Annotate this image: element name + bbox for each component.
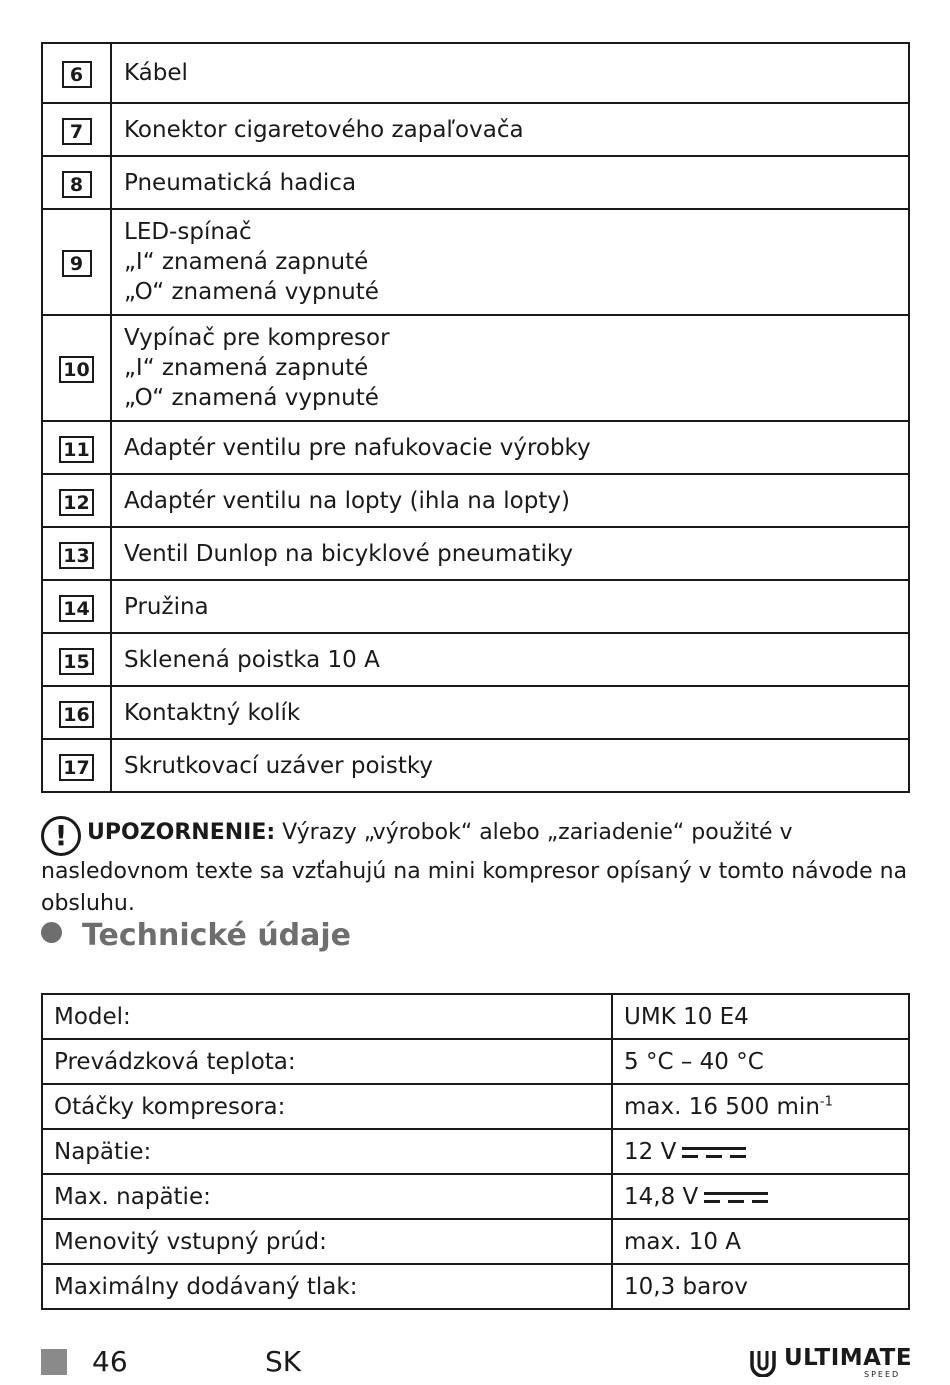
spec-value-cell [612,1084,909,1129]
brand-logo [748,1345,912,1381]
part-description-cell [111,739,909,792]
part-number-badge: 9 [62,250,92,277]
part-description-cell [111,474,909,527]
spec-value-cell [612,1174,909,1219]
part-number-cell [42,527,111,580]
parts-row [42,103,909,156]
part-description-line: Adaptér ventilu na lopty (ihla na lopty) [124,487,570,514]
part-number-cell [42,686,111,739]
brand-subtitle: SPEED [864,1370,901,1379]
spec-row [42,1174,909,1219]
bullet-icon [41,922,62,943]
part-number-badge: 13 [59,542,93,569]
spec-value: 12 V [624,1138,677,1165]
spec-label: Prevádzková teplota: [42,1039,612,1084]
parts-row [42,474,909,527]
parts-row [42,43,909,103]
part-number-cell [42,421,111,474]
part-description-cell [111,156,909,209]
warning-note [41,816,913,920]
section-title: Technické údaje [82,918,352,953]
parts-row [42,739,909,792]
part-number-cell [42,103,111,156]
brand-name: ULTIMATE [784,1345,913,1371]
spec-value: 10,3 barov [624,1273,748,1300]
parts-row [42,315,909,421]
warning-text: Výrazy „výrobok“ alebo „zariadenie“ použité v nasledovnom texte sa vzťahujú na mini kompresor opísaný v tomto návode na obsluhu. [41,820,908,916]
part-description-line: Sklenená poistka 10 A [124,646,380,673]
part-description-cell [111,686,909,739]
part-number-badge: 10 [59,356,93,383]
part-description-cell [111,633,909,686]
spec-label: Model: [42,994,612,1039]
exclamation-circle-icon: ! [41,816,81,856]
part-number-cell [42,633,111,686]
spec-value-cell [612,994,909,1039]
part-number-cell [42,209,111,315]
part-number-badge: 12 [59,489,93,516]
part-number-badge: 17 [59,754,93,781]
part-description-line: Adaptér ventilu pre nafukovacie výrobky [124,434,591,461]
part-number-badge: 8 [62,171,92,198]
spec-label: Napätie: [42,1129,612,1174]
part-number-badge: 16 [59,701,93,728]
spec-row [42,994,909,1039]
part-description-line: „I“ znamená zapnuté [124,249,369,275]
part-number-badge: 15 [59,648,93,675]
spec-value-cell [612,1039,909,1084]
warning-label: UPOZORNENIE: [87,820,276,845]
part-description-line: „O“ znamená vypnuté [124,279,379,305]
parts-table [41,42,910,793]
part-description-cell [111,580,909,633]
specs-table [41,993,910,1310]
language-code: SK [265,1345,302,1378]
spec-label: Menovitý vstupný prúd: [42,1219,612,1264]
spec-value-cell [612,1264,909,1309]
part-description-line: Pružina [124,593,209,620]
part-number-badge: 11 [59,436,93,463]
spec-label: Maximálny dodávaný tlak: [42,1264,612,1309]
parts-row [42,209,909,315]
part-description-line: LED-spínač [124,219,252,245]
part-number-cell [42,156,111,209]
part-number-badge: 14 [59,595,93,622]
part-description-line: Vypínač pre kompresor [124,325,390,351]
spec-label: Max. napätie: [42,1174,612,1219]
spec-row [42,1084,909,1129]
part-number-cell [42,739,111,792]
spec-value-cell [612,1219,909,1264]
spec-value: UMK 10 E4 [624,1003,749,1030]
part-description-cell [111,43,909,103]
parts-row [42,421,909,474]
spec-row [42,1129,909,1174]
part-description-line: „O“ znamená vypnuté [124,385,379,411]
part-description-line: Skrutkovací uzáver poistky [124,752,434,779]
spec-row [42,1219,909,1264]
part-description-cell [111,209,909,315]
part-description-cell [111,315,909,421]
spec-value: max. 16 500 min [624,1093,820,1120]
parts-row [42,633,909,686]
footer-marker [41,1349,67,1375]
part-description-line: Konektor cigaretového zapaľovača [124,116,524,143]
part-description-cell [111,527,909,580]
part-number-cell [42,43,111,103]
spec-row [42,1264,909,1309]
spec-label: Otáčky kompresora: [42,1084,612,1129]
spec-value: 5 °C – 40 °C [624,1048,764,1075]
part-number-cell [42,315,111,421]
spec-value-cell [612,1129,909,1174]
parts-row [42,527,909,580]
parts-row [42,580,909,633]
brand-icon [748,1347,778,1377]
page-number: 46 [92,1345,128,1378]
dc-symbol-icon [682,1146,746,1160]
part-number-badge: 7 [62,118,92,145]
part-description-cell [111,103,909,156]
part-description-line: Pneumatická hadica [124,169,357,196]
spec-row [42,1039,909,1084]
part-description-cell [111,421,909,474]
section-heading [41,912,351,960]
parts-row [42,686,909,739]
dc-symbol-icon [704,1191,768,1205]
spec-value: 14,8 V [624,1183,699,1210]
spec-value: max. 10 A [624,1228,742,1255]
part-number-cell [42,580,111,633]
part-description-line: Ventil Dunlop na bicyklové pneumatiky [124,540,574,567]
part-description-line: Kábel [124,60,188,86]
part-number-cell [42,474,111,527]
part-description-line: „I“ znamená zapnuté [124,355,369,381]
spec-value-superscript: -1 [819,1093,833,1109]
part-description-line: Kontaktný kolík [124,699,301,726]
parts-row [42,156,909,209]
part-number-badge: 6 [62,61,92,88]
